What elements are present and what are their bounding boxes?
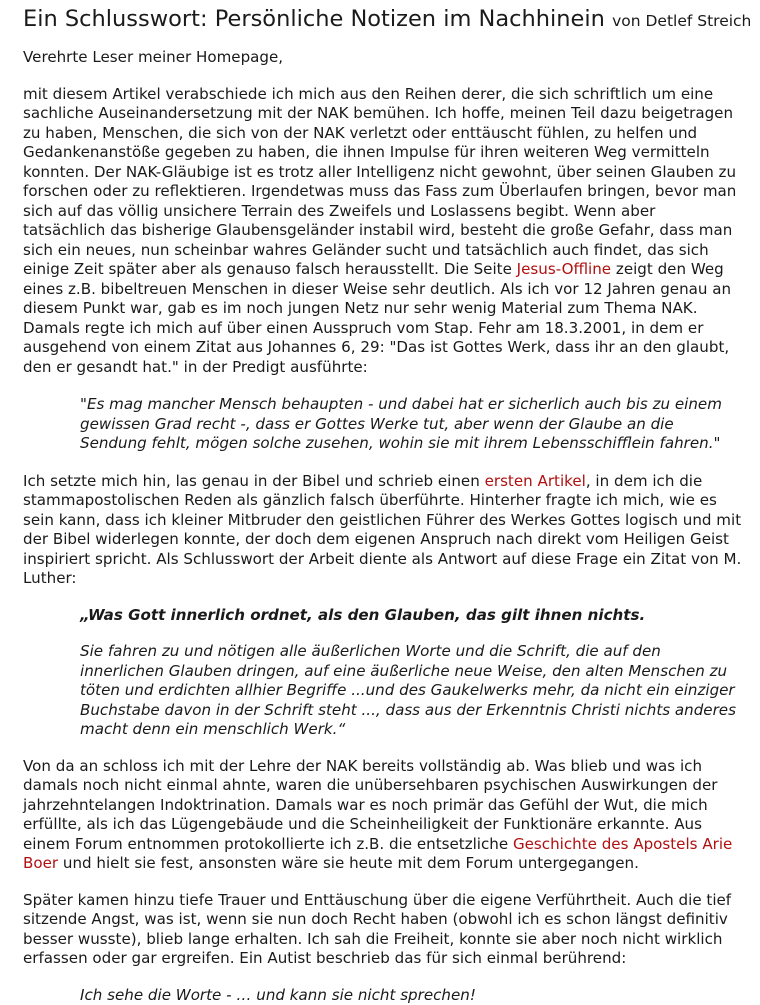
paragraph-1-text-a: mit diesem Artikel verabschiede ich mich aus den Reihen derer, die sich schriftlich um eine sachliche Auseinandersetzung mit der NAK bemühen. Ich hoffe, meinen Teil dazu beigetragen zu haben, Menschen, die sich von der NAK verletzt oder enttäuscht fühlen, zu helfen und Gedankenanstöße gegeben zu haben, die ihnen Impulse für ihren weiteren Weg vermitteln konnten. Der NAK-Gläubige ist es trotz aller Intelligenz nicht gewohnt, über seinen Glauben zu forschen oder zu reflektieren. Irgendetwas muss das Fass zum Überlaufen bringen, bevor man sich auf das völlig unsichere Terrain des Zweifels und Loslassens begibt. Wenn aber tatsächlich das bisherige Glaubensgeländer instabil wird, besteht die große Gefahr, dass man sich ein neues, nun scheinbar wahres Geländer sucht und tatsächlich auch findet, das sich einige Zeit später aber als genauso falsch herausstellt. Die Seite	[23, 85, 736, 279]
title-text: Ein Schlusswort: Persönliche Notizen im Nachhinein	[23, 6, 605, 32]
paragraph-3-text-b: und hielt sie fest, ansonsten wäre sie heute mit dem Forum untergegangen.	[58, 854, 639, 872]
jesus-offline-link[interactable]: Jesus-Offline	[517, 260, 611, 278]
paragraph-1	[23, 85, 742, 378]
paragraph-3-text-a: Von da an schloss ich mit der Lehre der NAK bereits vollständig ab. Was blieb und was ich damals noch nicht einmal ahnte, waren die unübersehbaren psychischen Auswirkungen der jahrzehntelangen Indoktrination. Damals war es noch primär das Gefühl der Wut, die mich erfüllte, als ich das Lügengebäude und die Scheinheiligkeit der Funktionäre erkannte. Aus einem Forum entnommen protokollierte ich z.B. die entsetzliche	[23, 757, 717, 853]
arie-boer-link[interactable]: Geschichte des Apostels Arie Boer	[23, 835, 732, 873]
author-byline: von Detlef Streich	[612, 12, 751, 30]
paragraph-2-text-b: , in dem ich die stammapostolischen Reden als gänzlich falsch überführte. Hinterher fragte ich mich, wie es sein kann, dass ich kleiner Mitbruder den geistlichen Führer des Werkes Gottes logisch und mit der Bibel widerlegen konnte, der doch dem eigenen Anspruch nach direkt vom Heiligen Geist inspiriert spricht. Als Schlusswort der Arbeit diente als Antwort auf diese Frage ein Zitat von M. Luther:	[23, 472, 741, 588]
paragraph-2	[23, 472, 742, 589]
paragraph-4: Später kamen hinzu tiefe Trauer und Enttäuschung über die eigene Verführtheit. Auch die tief sitzende Angst, was ist, wenn sie nun doch Recht haben (obwohl ich es schon längst definitiv besser wusste), blieb lange erhalten. Ich sah die Freiheit, konnte sie aber noch nicht wirklich erfassen oder gar ergreifen. Ein Autist beschrieb das für sich einmal berührend:	[23, 891, 742, 969]
blockquote-autist: Ich sehe die Worte - … und kann sie nicht sprechen!	[80, 986, 742, 1005]
blockquote-fehr: "Es mag mancher Mensch behaupten - und dabei hat er sicherlich auch bis zu einem gewissen Grad recht -, dass er Gottes Werke tut, aber wenn der Glaube an die Sendung fehlt, mögen solche zusehen, wohin sie mit ihrem Lebensschifflein fahren."	[80, 395, 742, 454]
blockquote-luther-body: Sie fahren zu und nötigen alle äußerlichen Worte und die Schrift, die auf den innerlichen Glauben dringen, auf eine äußerliche neue Weise, den alten Menschen zu töten und erdichten allhier Begriffe ...und des Gaukelwerks mehr, da nicht ein einziger Buchstabe davon in der Schrift steht ..., dass aus der Erkenntnis Christi nichts anderes macht denn ein menschlich Werk.“	[80, 642, 742, 740]
blockquote-luther-lead: „Was Gott innerlich ordnet, als den Glauben, das gilt ihnen nichts.	[80, 606, 742, 626]
greeting: Verehrte Leser meiner Homepage,	[23, 48, 742, 68]
paragraph-1-text-b: zeigt den Weg eines z.B. bibeltreuen Menschen in dieser Weise sehr deutlich. Als ich vor 12 Jahren genau an diesem Punkt war, gab es im noch jungen Netz nur sehr wenig Material zum Thema NAK. Damals regte ich mich auf über einen Ausspruch vom Stap. Fehr am 18.3.2001, in dem er ausgehend von einem Zitat aus Johannes 6, 29: "Das ist Gottes Werk, dass ihr an den glaubt, den er gesandt hat." in der Predigt ausführte:	[23, 260, 731, 376]
page-title	[23, 4, 742, 36]
ersten-artikel-link[interactable]: ersten Artikel	[485, 472, 586, 490]
paragraph-2-text-a: Ich setzte mich hin, las genau in der Bibel und schrieb einen	[23, 472, 485, 490]
paragraph-3	[23, 757, 742, 874]
